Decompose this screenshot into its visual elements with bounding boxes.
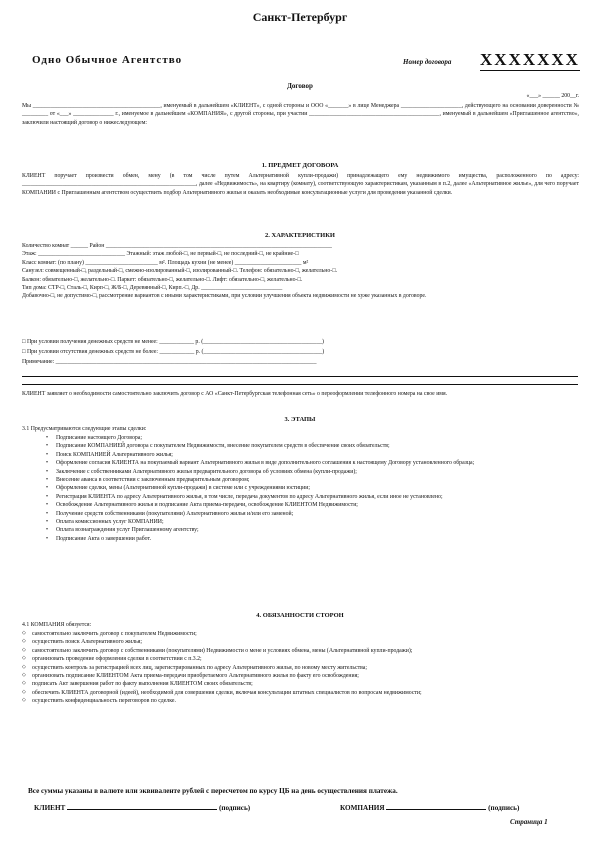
list-item: • Оформление согласия КЛИЕНТА на покупаемый вариант Альтернативного жилья в виде дополнительного соглашения к настоящему Договору установленного образца; (46, 459, 578, 467)
company-label: КОМПАНИЯ (340, 804, 385, 812)
list-item: ◇ обеспечить КЛИЕНТА договорной (идеей), необходимой для совершения сделки, включая консультации штатных специалистов по вопросам недвижимости; (22, 689, 579, 697)
client-signature (34, 803, 250, 812)
list-item: • Поиск КОМПАНИЕЙ Альтернативного жилья; (46, 451, 578, 459)
section-1-heading: 1. ПРЕДМЕТ ДОГОВОРА (261, 162, 339, 169)
section-2-note: Примечание: __________________________________________________________________________________________ (22, 359, 317, 365)
characteristic-line: Балкон: обязательно-□, желательно-□. Паркет: обязательно-□, желательно-□. Лифт: обязательно-□, желательно-□. (22, 276, 303, 283)
list-item: • Оплата вознаграждения услуг Приглашенному агентству; (46, 526, 578, 534)
page-number: Страница 1 (510, 818, 548, 826)
list-item: • Внесение аванса в соответствии с заключенным предварительным договором; (46, 476, 578, 484)
list-item: • Заключение с собственниками Альтернативного жилья предварительного договора об условиях обмена (купли-продажи); (46, 468, 578, 476)
client-label: КЛИЕНТ (34, 804, 66, 812)
section-4-heading: 4. ОБЯЗАННОСТИ СТОРОН (256, 612, 344, 619)
contract-date: «___» ______ 200__г. (526, 93, 579, 99)
signature-line (386, 803, 486, 810)
currency-note: Все суммы указаны в валюте или эквиваленте рублей с пересчетом по курсу ЦБ на день осуществления платежа. (28, 787, 398, 795)
parties-paragraph: Мы ____________________________________________, именуемый в дальнейшем «КЛИЕНТ», с одной стороны и ООО «_______» в лице Менеджера _____________________, действующего на основании доверенности № _________ от «___» ______________ г., именуемое в дальнейшем «КОМПАНИЯ», с другой стороны, при участии _____________________________________________, именуемый в дальнейшем «Приглашенное агентство», заключили настоящий договор о нижеследующем: (22, 103, 579, 126)
divider-line (22, 384, 578, 385)
section-3-list (46, 434, 578, 543)
list-item: ◇ осуществить конфиденциальность переговоров по сделке. (22, 697, 579, 705)
list-item: • Освобождение Альтернативного жилья и подписание Акта приема-передачи, освобождение КЛИЕНТОМ Недвижимости; (46, 501, 578, 509)
characteristic-line: Санузел: совмещенный-□, раздельный-□, смежно-изолированный-□, изолированный-□. Телефон: обязательно-□, желательно-□. (22, 268, 338, 275)
list-item: ◇ осуществить контроль за регистрацией всех лиц, зарегистрированных по адресу Альтернативного жилья, по новому месту жительства; (22, 664, 579, 672)
section-2-option-2: □ При условии отсутствия денежных средств не более: ____________ р. (_________________________________________) (22, 349, 325, 355)
city-heading: Санкт-Петербург (252, 10, 348, 24)
document-title: Договор (287, 82, 313, 90)
section-1-text: КЛИЕНТ поручает произвести обмен, мену (в том числе путем Альтернативной купли-продажи) принадлежащего ему недвижимого имущества, расположенного по адресу: ____________________________________________________________, далее «Недвижимость», на квартиру (комнату), соответствующую характеристикам, указанным в п.2, далее «Альтернативное жилье», для чего поручает КОМПАНИИ с Приглашенным агентством осуществить подбор Альтернативного жилья и оказать необходимые консультационные услуги для проведения указанной сделки. (22, 173, 579, 196)
list-item: • Оплата комиссионных услуг КОМПАНИИ; (46, 518, 578, 526)
characteristic-line: Этаж: ______________________________ Этажный: этаж любой-□, не первый-□, не последний-□, не крайние-□ (22, 251, 299, 258)
signature-line (67, 803, 217, 810)
client-sign-caption: (подпись) (218, 804, 251, 812)
company-signature (340, 803, 519, 812)
section-2-characteristics (22, 242, 579, 301)
list-item: ◇ самостоятельно заключить договор с собственниками (покупателями) Недвижимости о мене и условиях обмена, мены (Альтернативной купли-продажи); (22, 647, 579, 655)
list-item: • Оформление сделки, мены (Альтернативной купли-продажи) в системе или с учреждениями юстиции; (46, 484, 578, 492)
list-item: • Подписание настоящего Договора; (46, 434, 578, 442)
list-item: ◇ организовать проведение оформления сделки в соответствии с п.3.2; (22, 655, 579, 663)
list-item: • Получение средств собственниками (покупателями) Альтернативного жилья и/или его заменой; (46, 510, 578, 518)
divider-line (22, 376, 578, 377)
section-2-option-1: □ При условии получения денежных средств не менее: ____________ р. (_________________________________________) (22, 339, 324, 345)
list-item: • Подписание КОМПАНИЕЙ договора с покупателем Недвижимости, внесение покупателем средств в обеспечение своих обязательств; (46, 442, 578, 450)
list-item: • Подписание Акта о завершении работ. (46, 535, 578, 543)
doc-number: XXXXXXX (480, 50, 580, 69)
section-3-heading: 3. ЭТАПЫ (284, 416, 316, 423)
section-2-client-statement: КЛИЕНТ заявляет о необходимости самостоятельно заключить договор с АО «Санкт-Петербургская телефонная сеть» о переоформлении телефонного номера на свое имя. (22, 391, 448, 397)
characteristic-line: Тип дома: СТР-□, Сталь-□, Кирп-□, Ж/Б-□, Деревянный-□, Кирп.-□, Др. ____________________________ (22, 285, 283, 292)
list-item: ◇ организовать подписание КЛИЕНТОМ Акта приема-передачи приобретаемого Альтернативного жилья по факту его освобождения; (22, 672, 579, 680)
list-item: ◇ подписать Акт завершения работ по факту выполнения КЛИЕНТОМ своих обязательств; (22, 680, 579, 688)
company-sign-caption: (подпись) (488, 804, 520, 812)
section-2-heading: 2. ХАРАКТЕРИСТИКИ (265, 232, 335, 239)
list-item: ◇ самостоятельно заключить договор с покупателем Недвижимости; (22, 630, 579, 638)
section-4-intro: 4.1 КОМПАНИЯ обязуется: (22, 622, 92, 628)
list-item: ◇ осуществить поиск Альтернативного жилья; (22, 638, 579, 646)
characteristic-line: Класс комнат: (по плану) _________________________ м². Площадь кухни (не менее) _______________________ м² (22, 259, 309, 266)
doc-number-label: Номер договора (403, 58, 452, 66)
section-3-intro: 3.1 Предусматриваются следующие этапы сделки: (22, 426, 147, 432)
agency-name: Одно Обычное Агентство (32, 54, 183, 66)
characteristic-line: Добавочно-□, не допустимо-□, рассмотрение вариантов с иными характеристиками, при условии улучшения объекта недвижимости не хуже указанных в договоре. (22, 293, 427, 300)
section-4-list (22, 630, 579, 706)
characteristic-line: Количество комнат ______ Район ______________________________________________________________________________ (22, 243, 332, 249)
list-item: • Регистрация КЛИЕНТА по адресу Альтернативного жилья, в том числе, передача документов по адресу Альтернативного жилья, если иное не установлено; (46, 493, 578, 501)
